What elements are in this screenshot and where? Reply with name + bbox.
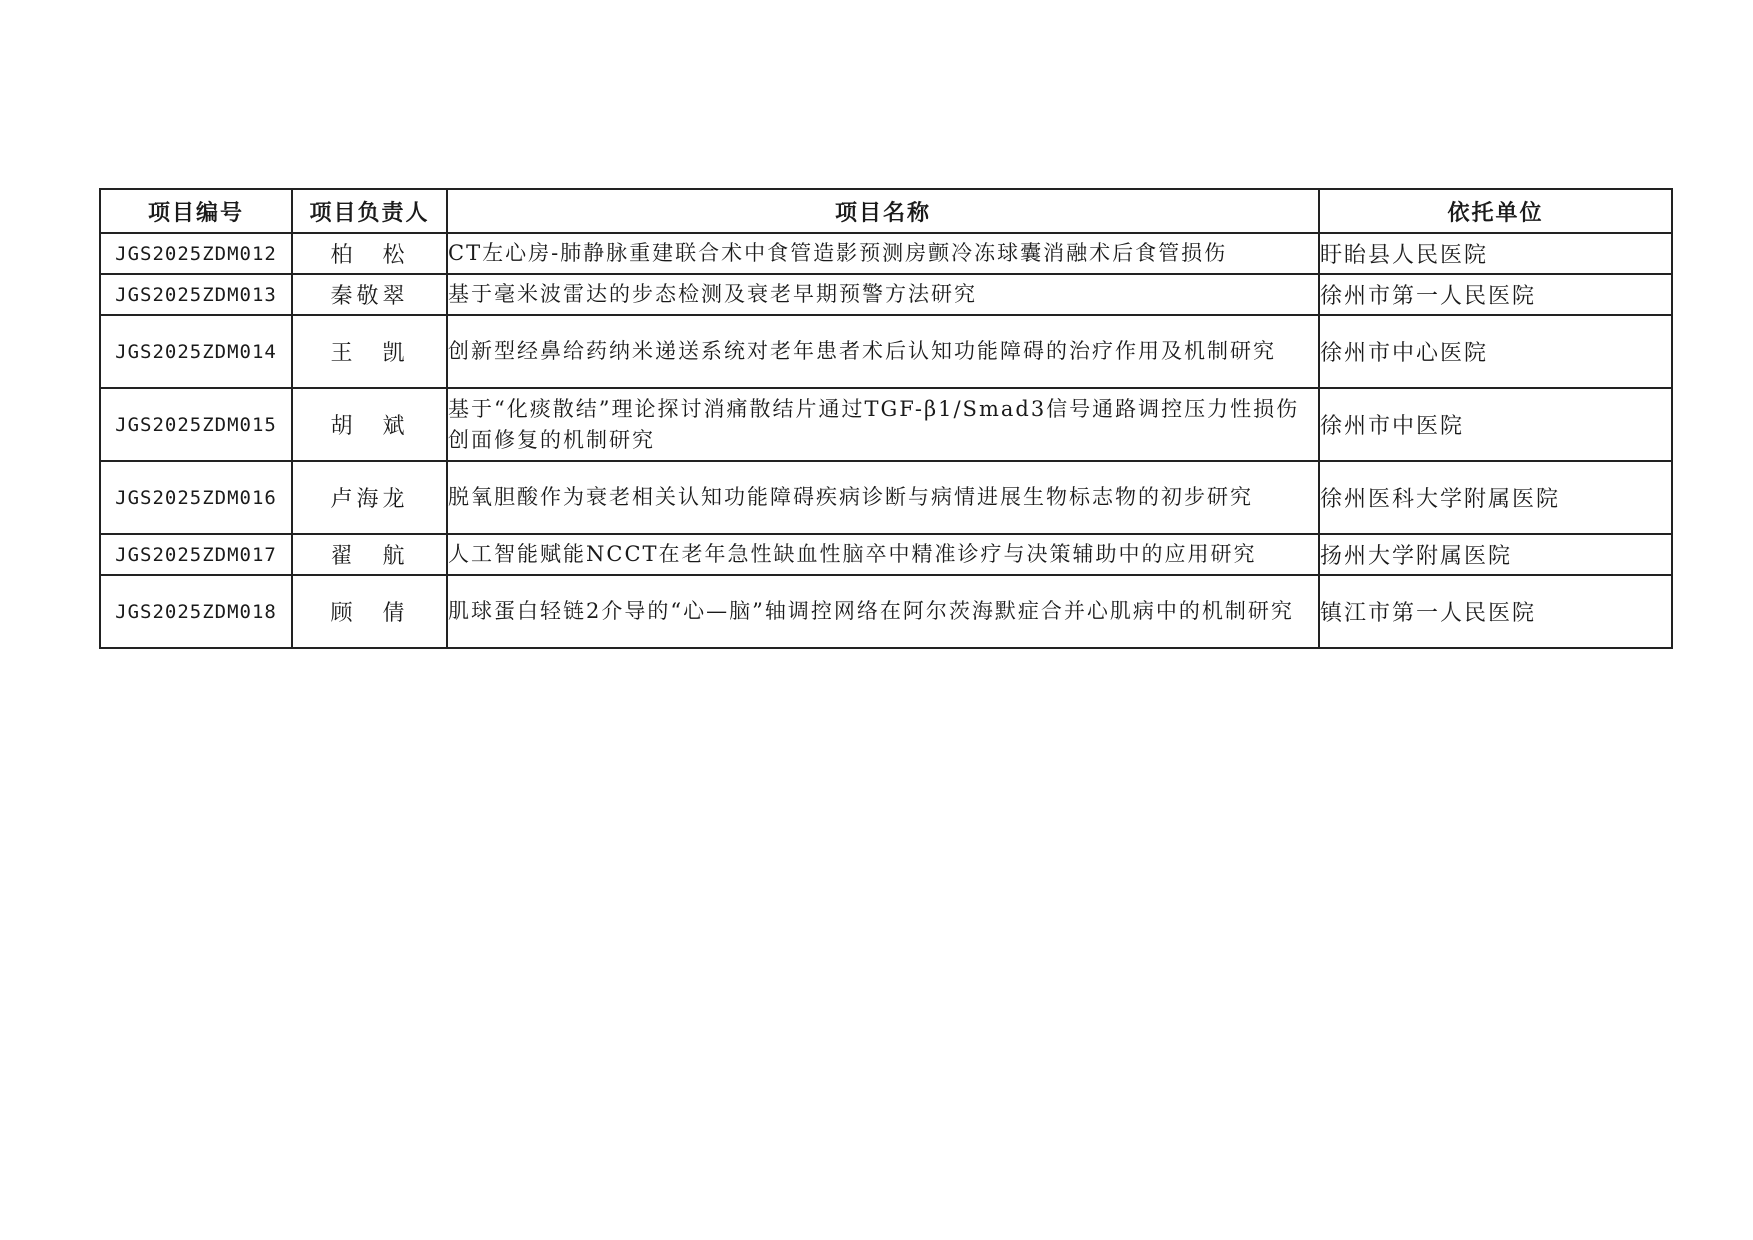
host-unit-cell: 盱眙县人民医院 xyxy=(1319,233,1672,274)
header-project-leader: 项目负责人 xyxy=(292,189,447,233)
project-name-cell: 基于毫米波雷达的步态检测及衰老早期预警方法研究 xyxy=(447,274,1319,315)
project-leader-cell: 秦敬翠 xyxy=(292,274,447,315)
table-row xyxy=(100,315,1672,388)
table-row xyxy=(100,274,1672,315)
project-id-cell: JGS2025ZDM018 xyxy=(100,575,292,648)
project-leader-cell: 卢海龙 xyxy=(292,461,447,534)
table-header-row xyxy=(100,189,1672,233)
project-leader-cell: 柏 松 xyxy=(292,233,447,274)
table-row xyxy=(100,388,1672,461)
project-id-cell: JGS2025ZDM017 xyxy=(100,534,292,575)
project-name-cell: 肌球蛋白轻链2介导的“心—脑”轴调控网络在阿尔茨海默症合并心肌病中的机制研究 xyxy=(447,575,1319,648)
project-id-cell: JGS2025ZDM016 xyxy=(100,461,292,534)
host-unit-cell: 镇江市第一人民医院 xyxy=(1319,575,1672,648)
host-unit-cell: 徐州市中心医院 xyxy=(1319,315,1672,388)
host-unit-cell: 徐州市中医院 xyxy=(1319,388,1672,461)
host-unit-cell: 徐州医科大学附属医院 xyxy=(1319,461,1672,534)
header-project-id: 项目编号 xyxy=(100,189,292,233)
project-leader-cell: 王 凯 xyxy=(292,315,447,388)
header-host-unit: 依托单位 xyxy=(1319,189,1672,233)
project-leader-cell: 翟 航 xyxy=(292,534,447,575)
host-unit-cell: 扬州大学附属医院 xyxy=(1319,534,1672,575)
project-name-cell: CT左心房-肺静脉重建联合术中食管造影预测房颤冷冻球囊消融术后食管损伤 xyxy=(447,233,1319,274)
project-name-cell: 创新型经鼻给药纳米递送系统对老年患者术后认知功能障碍的治疗作用及机制研究 xyxy=(447,315,1319,388)
project-leader-cell: 胡 斌 xyxy=(292,388,447,461)
project-name-cell: 脱氧胆酸作为衰老相关认知功能障碍疾病诊断与病情进展生物标志物的初步研究 xyxy=(447,461,1319,534)
project-table xyxy=(99,188,1673,649)
table-row xyxy=(100,575,1672,648)
project-name-cell: 基于“化痰散结”理论探讨消痛散结片通过TGF-β1/Smad3信号通路调控压力性损伤创面修复的机制研究 xyxy=(447,388,1319,461)
host-unit-cell: 徐州市第一人民医院 xyxy=(1319,274,1672,315)
table-row xyxy=(100,461,1672,534)
project-id-cell: JGS2025ZDM015 xyxy=(100,388,292,461)
project-id-cell: JGS2025ZDM014 xyxy=(100,315,292,388)
header-project-name: 项目名称 xyxy=(447,189,1319,233)
table-row xyxy=(100,534,1672,575)
project-id-cell: JGS2025ZDM013 xyxy=(100,274,292,315)
project-leader-cell: 顾 倩 xyxy=(292,575,447,648)
project-name-cell: 人工智能赋能NCCT在老年急性缺血性脑卒中精准诊疗与决策辅助中的应用研究 xyxy=(447,534,1319,575)
table-row xyxy=(100,233,1672,274)
project-id-cell: JGS2025ZDM012 xyxy=(100,233,292,274)
